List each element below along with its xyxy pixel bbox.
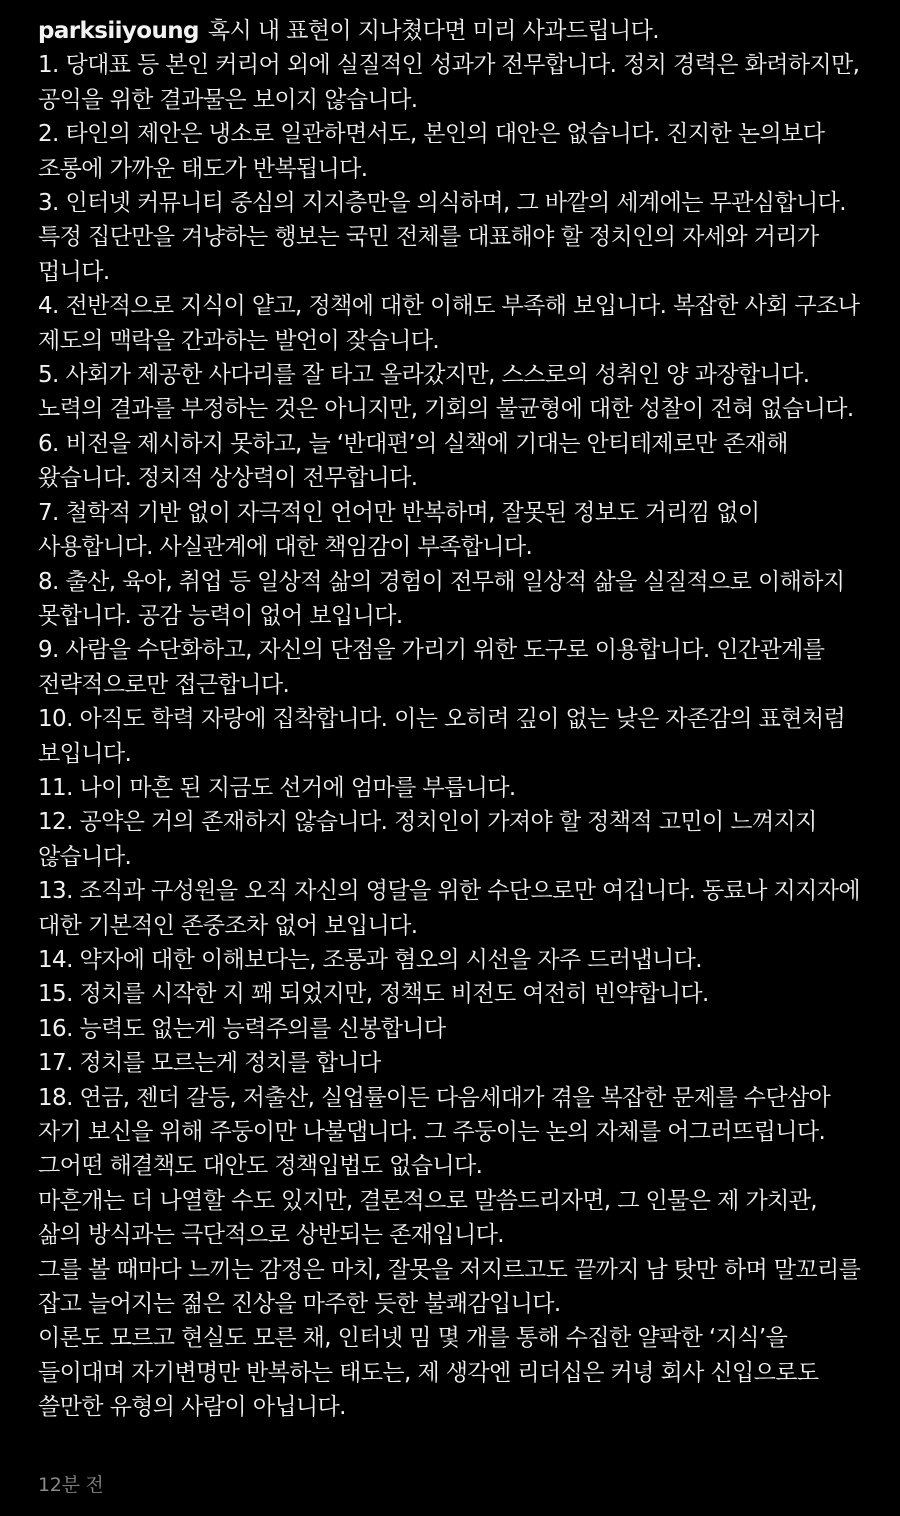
comment-paragraph: 15. 정치를 시작한 지 꽤 되었지만, 정책도 비전도 여전히 빈약합니다.: [38, 981, 709, 1008]
comment-paragraph: 9. 사람을 수단화하고, 자신의 단점을 가리기 위한 도구로 이용합니다. 인간관계를 전략적으로만 접근합니다.: [38, 637, 825, 698]
comment-paragraph: 마흔개는 더 나열할 수도 있지만, 결론적으로 말씀드리자면, 그 인물은 제 가치관, 삶의 방식과는 극단적으로 상반되는 존재입니다.: [38, 1187, 818, 1249]
comment-paragraph: 7. 철학적 기반 없이 자극적인 언어만 반복하며, 잘못된 정보도 거리낌 없이 사용합니다. 사실관계에 대한 책임감이 부족합니다.: [38, 499, 760, 561]
comment-paragraph: 11. 나이 마흔 된 지금도 선거에 엄마를 부릅니다.: [38, 774, 516, 801]
comment-paragraph: 18. 연금, 젠더 갈등, 저출산, 실업률이든 다음세대가 겪을 복잡한 문제를 수단삼아 자기 보신을 위해 주둥이만 나불댑니다. 그 주둥이는 논의 자체를 어그러뜨립니다. 그어떤 해결책도 대안도 정책입법도 없습니다.: [38, 1084, 831, 1180]
comment-paragraph: 14. 약자에 대한 이해보다는, 조롱과 혐오의 시선을 자주 드러냅니다.: [38, 946, 702, 973]
comment-paragraph: 13. 조직과 구성원을 오직 자신의 영달을 위한 수단으로만 여깁니다. 동료나 지지자에 대한 기본적인 존중조차 없어 보입니다.: [38, 878, 860, 939]
comment-paragraph: 5. 사회가 제공한 사다리를 잘 타고 올라갔지만, 스스로의 성취인 양 과장합니다. 노력의 결과를 부정하는 것은 아니지만, 기회의 불균형에 대한 성찰이 전혀 없습니다.: [38, 362, 854, 423]
comment-paragraph: 16. 능력도 없는게 능력주의를 신봉합니다: [38, 1015, 446, 1042]
username[interactable]: parksiiyoung: [38, 18, 199, 44]
comment-paragraph: 8. 출산, 육아, 취업 등 일상적 삶의 경험이 전무해 일상적 삶을 실질적으로 이해하지 못합니다. 공감 능력이 없어 보입니다.: [38, 568, 845, 629]
comment-intro: [38, 14, 866, 48]
comment-paragraph: 10. 아직도 학력 자랑에 집착합니다. 이는 오히려 깊이 없는 낮은 자존감의 표현처럼 보입니다.: [38, 706, 846, 767]
comment-paragraph: 3. 인터넷 커뮤니티 중심의 지지층만을 의식하며, 그 바깥의 세계에는 무관심합니다. 특정 집단만을 겨냥하는 행보는 국민 전체를 대표해야 할 정치인의 자세와 거리가 멉니다.: [38, 190, 846, 285]
comment-paragraph: 2. 타인의 제안은 냉소로 일관하면서도, 본인의 대안은 없습니다. 진지한 논의보다 조롱에 가까운 태도가 반복됩니다.: [38, 121, 825, 182]
comment-paragraph: 17. 정치를 모르는게 정치를 합니다: [38, 1050, 381, 1077]
comment-paragraph: 이론도 모르고 현실도 모른 채, 인터넷 밈 몇 개를 통해 수집한 얄팍한 ‘지식’을 들이대며 자기변명만 반복하는 태도는, 제 생각엔 리더십은 커녕 회사 신입으로도 쓸만한 유형의 사람이 아닙니다.: [38, 1325, 819, 1421]
comment-intro-text: 혹시 내 표현이 지나쳤다면 미리 사과드립니다.: [207, 18, 659, 44]
comment: [38, 14, 866, 1425]
comment-paragraph: 6. 비전을 제시하지 못하고, 늘 ‘반대편’의 실책에 기대는 안티테제로만 존재해 왔습니다. 정치적 상상력이 전무합니다.: [38, 430, 788, 492]
comment-timestamp: 12분 전: [38, 1474, 104, 1496]
comment-body: [38, 14, 866, 1425]
comment-paragraph: 12. 공약은 거의 존재하지 않습니다. 정치인이 가져야 할 정책적 고민이 느껴지지 않습니다.: [38, 809, 817, 870]
comment-paragraph: 4. 전반적으로 지식이 얕고, 정책에 대한 이해도 부족해 보입니다. 복잡한 사회 구조나 제도의 맥락을 간과하는 발언이 잦습니다.: [38, 293, 860, 354]
comment-paragraph: 그를 볼 때마다 느끼는 감정은 마치, 잘못을 저지르고도 끝까지 남 탓만 하며 말꼬리를 잡고 늘어지는 젊은 진상을 마주한 듯한 불쾌감입니다.: [38, 1256, 861, 1318]
comment-paragraph: 1. 당대표 등 본인 커리어 외에 실질적인 성과가 전무합니다. 정치 경력은 화려하지만, 공익을 위한 결과물은 보이지 않습니다.: [38, 52, 860, 113]
